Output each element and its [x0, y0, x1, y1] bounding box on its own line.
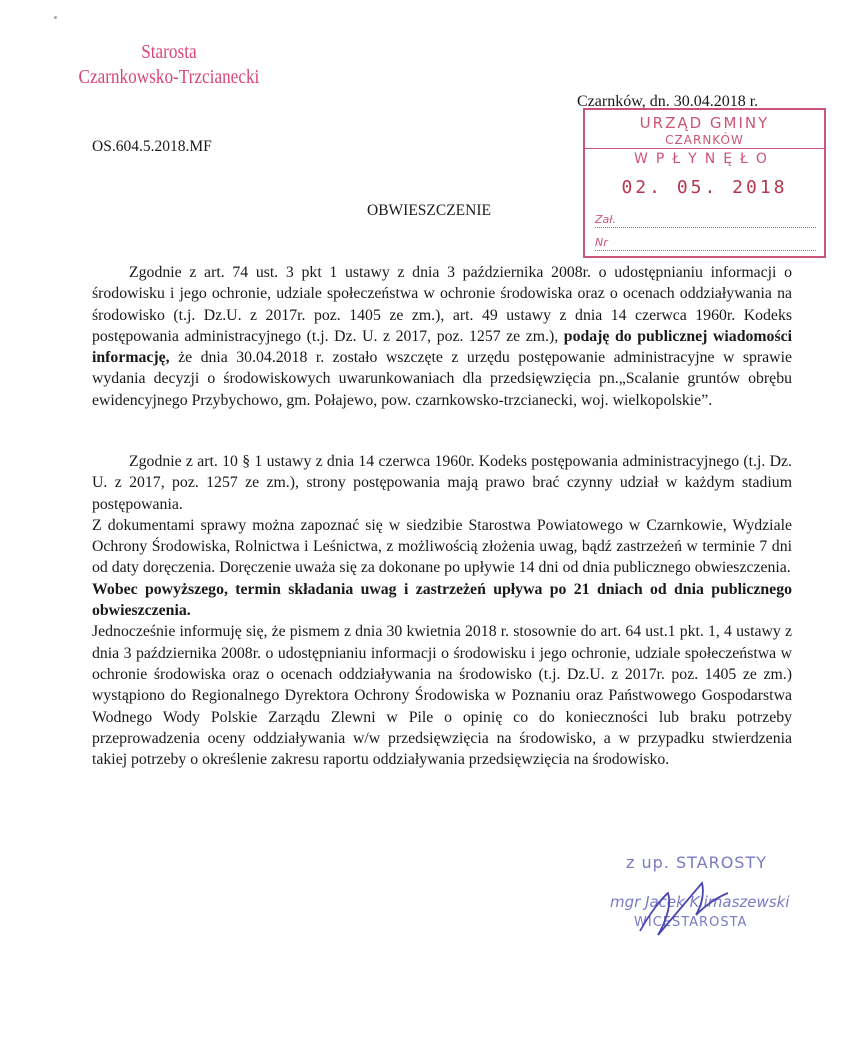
paragraph-documents-access: Z dokumentami sprawy można zapoznać się w siedzibie Starostwa Powiatowego w Czarnkowie, Wydziale Ochrony Środowiska, Rolnictwa i Leśnictwa, z możliwością złożenia uwag, bądź zastrzeżeń w terminie 7 dni od daty doręczenia. Doręczenie uważa się za dokonane po upływie 14 dni od dnia publicznego obwieszczenia.: [92, 516, 792, 577]
issuer-title: Starosta: [141, 41, 197, 63]
stamp-date: 02. 05. 2018: [621, 177, 788, 198]
signature-stamp: [610, 853, 800, 938]
paragraph-deadline-bold: Wobec powyższego, termin składania uwag i zastrzeżeń upływa po 21 dniach od dnia publicznego obwieszczenia.: [92, 580, 792, 620]
stamp-town: CZARNKÓW: [665, 133, 744, 147]
paragraph-group: [92, 451, 792, 770]
stamp-field-number: Nr: [595, 236, 816, 251]
document-date: Czarnków, dn. 30.04.2018 r.: [577, 93, 759, 110]
stamp-field-attachments: Zał.: [595, 213, 816, 228]
paragraph-opinion-request: Jednocześnie informuję się, że pismem z dnia 30 kwietnia 2018 r. stosownie do art. 64 ust.1 pkt. 1, 4 ustawy z dnia 3 października 2008r. o udostępnianiu informacji o środowisku i jego ochronie, udziale społeczeństwa w ochronie środowiska oraz o ocenach oddziaływania na środowisko (t.j. Dz.U. z 2017r. poz. 1405 ze zm.) wystąpiono do Regionalnego Dyrektora Ochrony Środowiska w Poznaniu oraz Państwowego Gospodarstwa Wodnego Wody Polskie Zarządu Zlewni w Pile o opinię co do konieczności lub braku potrzeby przeprowadzenia oceny oddziaływania w/w przedsięwzięcia na środowisko, a w przypadku stwierdzenia takiej potrzeby o określenie zakresu raportu oddziaływania przedsięwzięcia na środowisko.: [92, 623, 792, 769]
paragraph-notice-bold: podaję do publicznej wiadomości informację,: [92, 327, 792, 367]
stamp-office: URZĄD GMINY: [639, 114, 770, 132]
signature-name: mgr Jacek Klimaszewski: [610, 893, 790, 911]
reference-number: OS.604.5.2018.MF: [92, 138, 212, 155]
paragraph-notice-text-a: Zgodnie z art. 74 ust. 3 pkt 1 ustawy z dnia 3 października 2008r. o udostępnianiu informacji o środowisku i jego ochronie, udziale społeczeństwa w ochronie środowiska oraz o ocenach oddziaływania na środowisko (t.j. Dz.U. z 2017r. poz. 1405 ze zm.), art. 49 ustawy z dnia 14 czerwca 1960r. Kodeks postępowania administracyjnego (t.j. Dz. U. z 2017, poz. 1257 ze zm.),: [92, 264, 792, 345]
signature-role: WICESTAROSTA: [634, 915, 748, 930]
paragraph-deadline: [92, 579, 792, 622]
issuer-office: Czarnkowsko-Trzcianecki: [78, 66, 260, 88]
receipt-stamp: [583, 108, 826, 258]
paragraph-parties-rights: Zgodnie z art. 10 § 1 ustawy z dnia 14 czerwca 1960r. Kodeks postępowania administracyjnego (t.j. Dz. U. z 2017, poz. 1257 ze zm.), strony postępowania mają prawo brać czynny udział w każdym stadium postępowania.: [92, 453, 792, 513]
stamp-received: WPŁYNĘŁO: [634, 151, 775, 167]
paragraph-notice-text-b: że dnia 30.04.2018 r. zostało wszczęte z urzędu postępowanie administracyjne w sprawie wydania decyzji o środowiskowych uwarunkowaniach dla przedsięwzięcia pn.„Scalanie gruntów obrębu ewidencyjnego Przybychowo, gm. Połajewo, pow. czarnkowsko-trzcianecki, woj. wielkopolskie”.: [92, 349, 792, 409]
handwritten-signature-icon: [610, 853, 800, 943]
document-title: OBWIESZCZENIE: [367, 202, 491, 219]
issuer-header: [70, 40, 268, 90]
scan-speck: [54, 16, 57, 19]
paragraph-notice: [92, 262, 792, 411]
signature-on-behalf: z up. STAROSTY: [626, 853, 767, 872]
stamp-divider: [585, 148, 824, 149]
